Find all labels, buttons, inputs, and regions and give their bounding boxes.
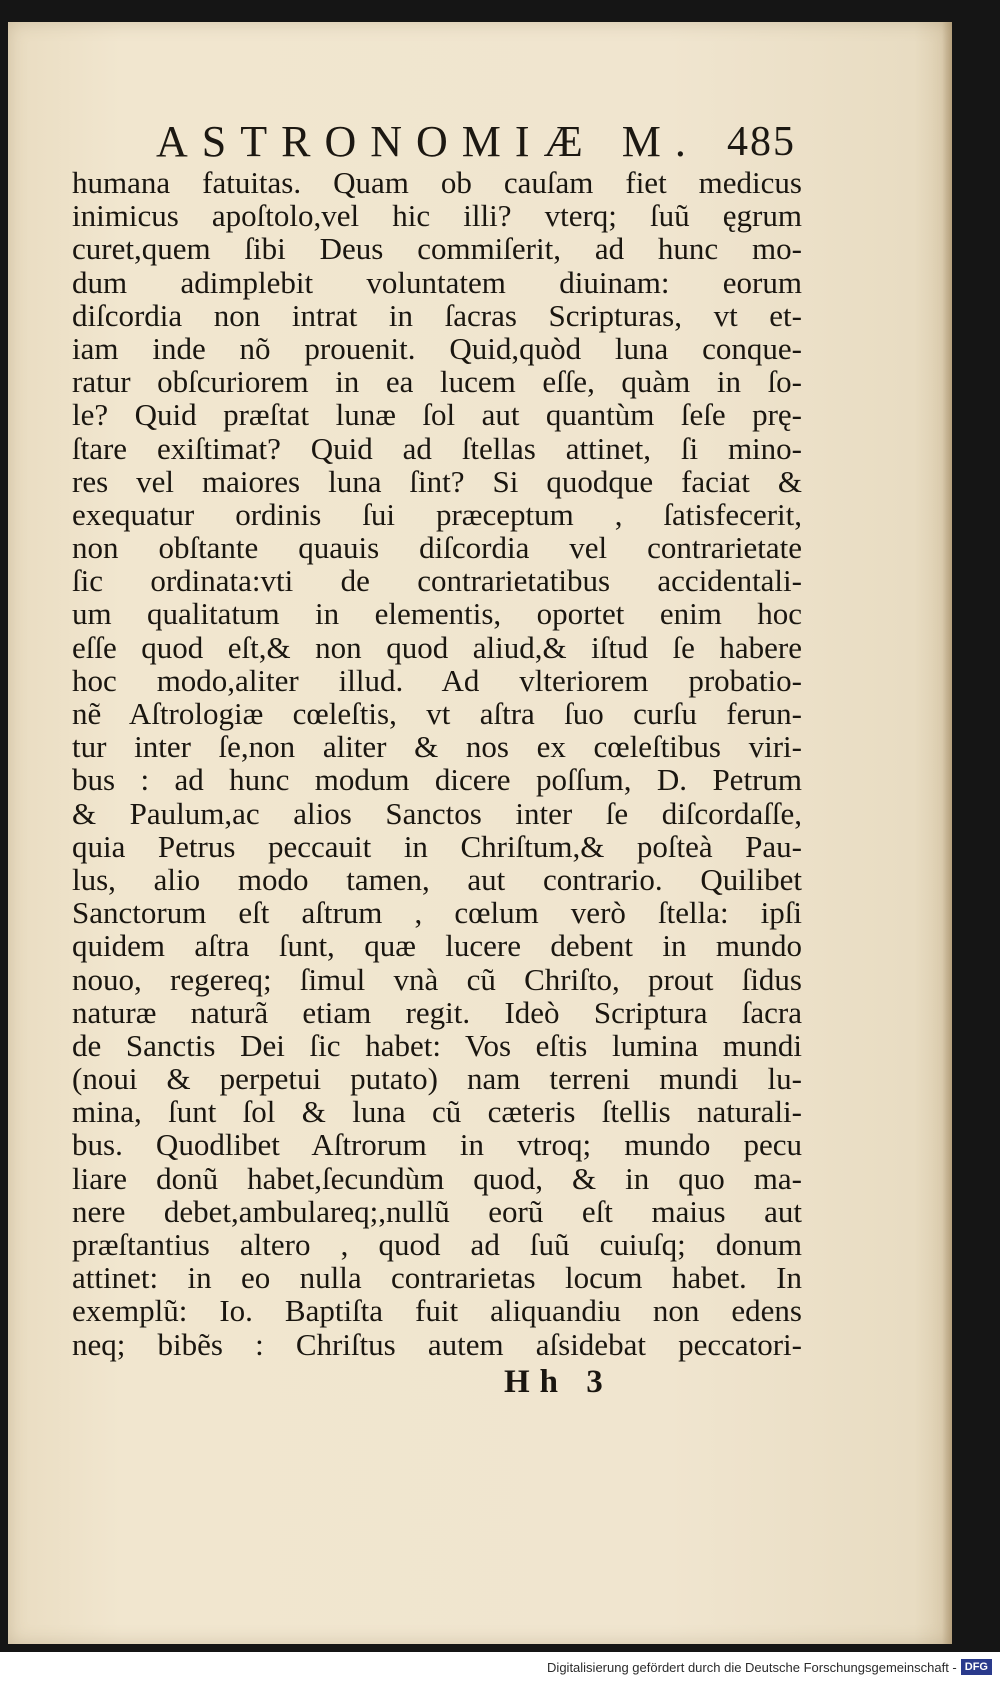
digitization-credit [547,1657,992,1677]
text-line: nẽ Aſtrologiæ cœleſtis, vt aſtra ſuo curſu ferun- [72,696,802,731]
page-edge-shadow [942,22,952,1644]
text-line: attinet: in eo nulla contrarietas locum habet. In [72,1260,802,1296]
text-line: ratur obſcuriorem in ea lucem eſſe, quàm in ſo- [72,364,802,400]
text-line: ſic ordinata:vti de contrarietatibus accidentali- [72,563,802,599]
book-page [8,22,952,1644]
text-line: non obſtante quauis diſcordia vel contrarietate [72,530,802,566]
text-line: nere debet,ambulareq;,nullũ eorũ eſt maius aut [72,1193,802,1229]
running-title: ASTRONOMIÆ M. [156,117,700,166]
text-line: de Sanctis Dei ſic habet: Vos eſtis lumina mundi [72,1027,802,1063]
text-line: Sanctorum eſt aſtrum , cœlum verò ſtella: ipſi [72,895,802,931]
text-line: um qualitatum in elementis, oportet enim hoc [72,596,802,632]
credit-text: Digitalisierung gefördert durch die Deutsche Forschungsgemeinschaft - [547,1659,957,1675]
text-line: eſſe quod eſt,& non quod aliud,& iſtud ſe habere [72,629,802,665]
text-line: res vel maiores luna ſint? Si quodque faciat & [72,463,802,499]
dfg-logo: DFG [961,1659,992,1675]
text-line: liare donũ habet,ſecundùm quod, & in quo ma- [72,1160,802,1196]
text-line: bus. Quodlibet Aſtrorum in vtroq; mundo pecu [72,1127,802,1163]
text-line: neq; bibẽs : Chriſtus autem aſsidebat peccatori- [72,1326,802,1362]
text-line: naturæ naturã etiam regit. Ideò Scriptura ſacra [72,994,802,1030]
text-line: nouo, regereq; ſimul vnà cũ Chriſto, prout ſidus [72,961,802,997]
text-line: quidem aſtra ſunt, quæ lucere debent in mundo [72,928,802,964]
text-line: dum adimplebit voluntatem diuinam: eorum [72,264,802,300]
text-line: le? Quid præſtat lunæ ſol aut quantùm ſeſe prę- [72,397,802,433]
text-line: mina, ſunt ſol & luna cũ cæteris ſtellis naturali- [72,1094,802,1130]
running-head [156,116,796,172]
text-line: & Paulum,ac alios Sanctos inter ſe diſcordaſſe, [72,795,802,831]
signature-mark: Hh 3 [504,1364,613,1400]
page-number: 485 [727,119,796,165]
text-line: quia Petrus peccauit in Chriſtum,& poſteà Pau- [72,828,802,864]
text-line: (noui & perpetui putato) nam terreni mundi lu- [72,1061,802,1097]
text-line: inimicus apoſtolo,vel hic illi? vterq; ſuũ ęgrum [72,198,802,234]
text-line: tur inter ſe,non aliter & nos ex cœleſtibus viri- [72,729,802,765]
text-line: humana fatuitas. Quam ob cauſam fiet medicus [72,165,802,200]
text-line: hoc modo,aliter illud. Ad vlteriorem probatio- [72,662,802,698]
text-line: iam inde nõ prouenit. Quid,quòd luna conque- [72,330,802,366]
text-line: diſcordia non intrat in ſacras Scripturas, vt et- [72,297,802,333]
text-line: lus, alio modo tamen, aut contrario. Quilibet [72,861,802,897]
text-line: præſtantius altero , quod ad ſuũ cuiuſq; donum [72,1227,802,1262]
body-text [72,166,802,1361]
text-line: bus : ad hunc modum dicere poſſum, D. Petrum [72,762,802,798]
text-line: exequatur ordinis ſui præceptum , ſatisfecerit, [72,496,802,532]
text-line: ſtare exiſtimat? Quid ad ſtellas attinet, ſi mino- [72,430,802,466]
text-line: curet,quem ſibi Deus commiſerit, ad hunc mo- [72,231,802,267]
text-line: exemplũ: Io. Baptiſta fuit aliquandiu non edens [72,1293,802,1329]
